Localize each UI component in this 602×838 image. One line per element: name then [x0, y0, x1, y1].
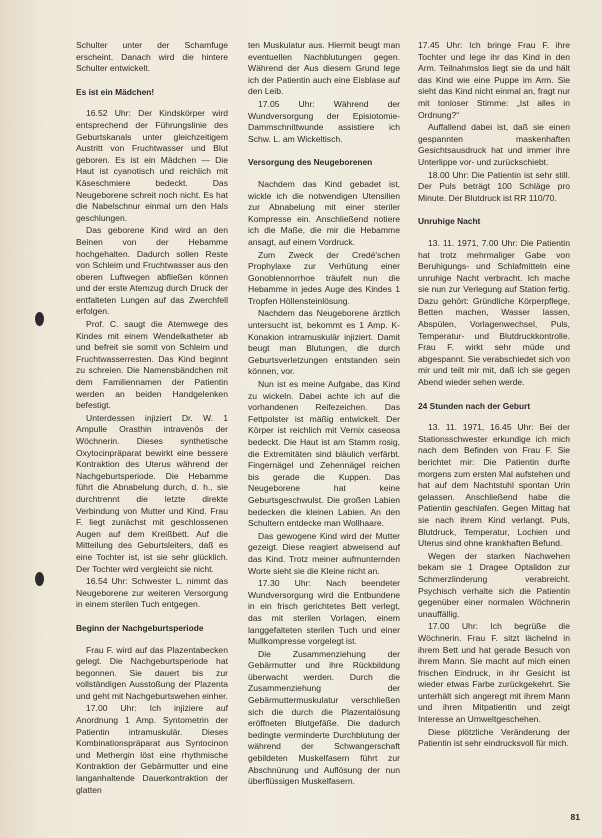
text-column-2 [248, 40, 400, 789]
paragraph: Das geborene Kind wird an den Beinen von der Hebamme hochgehalten. Dadurch sollen Reste von Schleim und Fruchtwasser aus den oberen Luftwegen abfließen können und der erste Atemzug durch Druck der entfalteten Lungen auf das Zwerchfell erfolgen. [76, 225, 228, 317]
paragraph: 17.05 Uhr: Während der Wundversorgung der Episiotomie-Dammschnittwunde assistiere ich Schw. L. am Wickeltisch. [248, 98, 400, 144]
paragraph: Das gewogene Kind wird der Mutter gezeigt. Diese reagiert abweisend auf das Kind. Trotz meiner aufmunternden Worte sieht sie die Kleine nicht an. [248, 530, 400, 576]
paragraph: Nachdem das Neugeborene ärztlich untersucht ist, bekommt es 1 Amp. K-Konakion intramuskulär injiziert. Damit beugt man Blutungen, die durch Geburtsverletzungen entstanden sein können, vor. [248, 308, 400, 377]
paragraph: 16.52 Uhr: Der Kindskörper wird entsprechend der Führungslinie des Geburtskanals unter gleichzeitigem Austritt von Fruchtwasser und Blut geboren. Es ist ein Mädchen — Die Haut ist cyanotisch und reichlich mit Käseschmiere bedeckt. Das Neugeborene schreit noch nicht. Es hat die Nabelschnur einmal um den Hals geschlungen. [76, 108, 228, 223]
paragraph: 13. 11. 1971, 7.00 Uhr: Die Patientin hat trotz mehrmaliger Gabe von Beruhigungs- und Schlafmitteln eine unruhige Nacht verbracht. Ich mache sie nun zur Verlegung auf Station fertig. Dazu gehört: Gründliche Körperpflege, Betten machen, Wasser lassen, Abspülen, Vorlagenwechsel, Puls, Temperatur- und Blutdruckkontrolle. Frau F. wirkt sehr müde und abgespannt. Sie verabschiedet sich von mir und teilt mir mit, daß ich sie gegen Abend wieder sehen werde. [418, 237, 570, 388]
paragraph: Frau F. wird auf das Plazentabecken gelegt. Die Nachgeburtsperiode hat begonnen. Sie dauert bis zur vollständigen Ausstoßung der Plazenta und geht mit Nachgeburtswehen einher. [76, 644, 228, 701]
paragraph: 18.00 Uhr: Die Patientin ist sehr still. Der Puls beträgt 100 Schläge pro Minute. Der Blutdruck ist RR 110/70. [418, 169, 570, 203]
punch-hole-bottom [35, 572, 44, 586]
paragraph: Auffallend dabei ist, daß sie einen gespannten maskenhaften Gesichtsausdruck hat und immer ihre Unterlippe vor- und zurückschiebt. [418, 122, 570, 167]
paragraph: 16.54 Uhr: Schwester L. nimmt das Neugeborene zur weiteren Versorgung in einem sterilen Tuch entgegen. [76, 576, 228, 610]
section-heading: Versorgung des Neugeborenen [248, 157, 373, 168]
paragraph: Die Zusammenziehung der Gebärmutter und ihre Rückbildung überwacht werden. Durch die Zusammenziehung der Gebärmuttermuskulatur verschließen sich die durch die Plazentalösung eröffneten Blutgefäße. Die dadurch bedingte verminderte Durchblutung der während der Schwangerschaft gebildeten Muskelfasern führt zur Abschnürung und Auflösung der nun überflüssigen Muskelfasern. [248, 648, 400, 787]
section-heading: Beginn der Nachgeburtsperiode [76, 622, 204, 633]
text-column-3 [418, 40, 570, 751]
paragraph: Nachdem das Kind gebadet ist, wickle ich die notwendigen Utensilien zur Abnabelung mit einer steriler Kompresse ein. Anschließend notiere ich die Maße, die mir die Hebamme ansagt, auf einem Vordruck. [248, 178, 400, 247]
paragraph: Wegen der starken Nachwehen bekam sie 1 Dragee Optalidon zur Schmerzlinderung verabreicht. Psychisch verhalte sich die Patientin gegenüber einer normalen Wöchnerin unauffällig. [418, 550, 570, 619]
paragraph: Nun ist es meine Aufgabe, das Kind zu wickeln. Dabei achte ich auf die vorhandenen Reifezeichen. Das Fettpolster ist mäßig entwickelt. Der Körper ist reichlich mit Vernix caseosa bedeckt. Die Haut ist am Stamm rosig, die Extremitäten sind bläulich verfärbt. Fingernägel und Zehennägel reichen bis gerade die Kuppen. Das Neugeborene hat keine Geburtsgeschwulst. Die großen Labien bedecken die kleinen Labien. An den Schultern entdecke man Wollhaare. [248, 379, 400, 529]
paragraph: 17.00 Uhr: Ich begrüße die Wöchnerin. Frau F. sitzt lächelnd in ihrem Bett und hat gerade Besuch von ihrem Mann. Sie macht auf mich einen frischen Eindruck, in ihr Gesicht ist wieder etwas Farbe zurückgekehrt. Sie unterhält sich angeregt mit ihrem Mann und ihren Mitpatientin und zeigt Interesse an Umweltgeschehen. [418, 621, 570, 725]
page-number: 81 [570, 812, 580, 822]
section-heading: Unruhige Nacht [418, 216, 481, 227]
paragraph: ten Muskulatur aus. Hiermit beugt man eventuellen Nachblutungen gegen. Während der Aus diesem Grund lege ich der Patientin auch eine Eisblase auf den Leib. [248, 40, 400, 97]
paragraph: Diese plötzliche Veränderung der Patientin ist sehr eindrucksvoll für mich. [418, 726, 570, 749]
text-column-1 [76, 40, 228, 797]
punch-hole-top [35, 312, 44, 326]
paragraph: Unterdessen injiziert Dr. W. 1 Ampulle Orasthin intravenös der Wöchnerin. Dieses synthetische Oxytocinpräparat bewirkt eine bessere Kontraktion des Uterus während der Nachgeburtsperiode. Die Hebamme führt die Abnabelung durch, d. h., sie durchtrennt die letzte direkte Verbindung von Mutter und Kind. Frau F. liegt zunächst mit geschlossenen Augen auf dem Kreißbett. Auf die Mitteilung des Geburtsleiters, daß es eine Tochter ist, ist sie sehr glücklich. Der Tochter wird vergleicht sie nicht. [76, 412, 228, 574]
paragraph: Schulter unter der Schamfuge erscheint. Danach wird die hintere Schulter entwickelt. [76, 40, 228, 74]
section-heading: Es ist ein Mädchen! [76, 86, 155, 97]
paragraph: Prof. C. saugt die Atemwege des Kindes mit einem Wendelkatheter ab und befreit sie somit von Schleim und Fruchtwasserresten. Das Kind beginnt zu schreien. Die Namensbändchen mit dem Familiennamen der Patientin werden an beiden Handgelenken befestigt. [76, 319, 228, 411]
section-heading: 24 Stunden nach der Geburt [418, 400, 531, 411]
paragraph: 17.30 Uhr: Nach beendeter Wundversorgung wird die Entbundene in ein frisch gerichtetes Bett verlegt, das mit sterilen Vorlagen, einem langgefalteten sterilen Tuch und einer Mullkompresse vorgelegt ist. [248, 578, 400, 647]
paragraph: 13. 11. 1971, 16.45 Uhr: Bei der Stationsschwester erkundige ich mich nach dem Befinden von Frau F. Sie berichtet mir: Die Patientin durfte morgens zum ersten Mal aufstehen und hat auf dem Nachtstuhl spontan Urin gelassen. Anschließend habe die Patientin geschlafen. Gegen Mittag hat sie nach ihrem Kind verlangt. Puls, Blutdruck, Temperatur, Lochien und Uterus sind ohne krankhaften Befund. [418, 422, 570, 549]
paragraph: 17.45 Uhr: Ich bringe Frau F. ihre Tochter und lege ihr das Kind in den Arm. Teilnahmslos liegt sie da und hält das Kind wie eine Puppe im Arm. Sie sieht das Kind nicht einmal an, fragt nur mit tonloser Stimme: „Ist alles in Ordnung?“ [418, 40, 570, 120]
paragraph: Zum Zweck der Credé'schen Prophylaxe zur Verhütung einer Gonoblennorrhoe träufelt nun die Hebamme in jedes Auge des Kindes 1 Tropfen Höllensteinlösung. [248, 249, 400, 306]
paragraph: 17.00 Uhr: Ich injiziere auf Anordnung 1 Amp. Syntometrin der Patientin intramuskulär. Dieses Kombinationspräparat aus Syntocinon und Methergin löst eine rhythmische Kontraktion der Gebärmutter und eine langanhaltende Dauerkontraktion der glatten [76, 703, 228, 795]
